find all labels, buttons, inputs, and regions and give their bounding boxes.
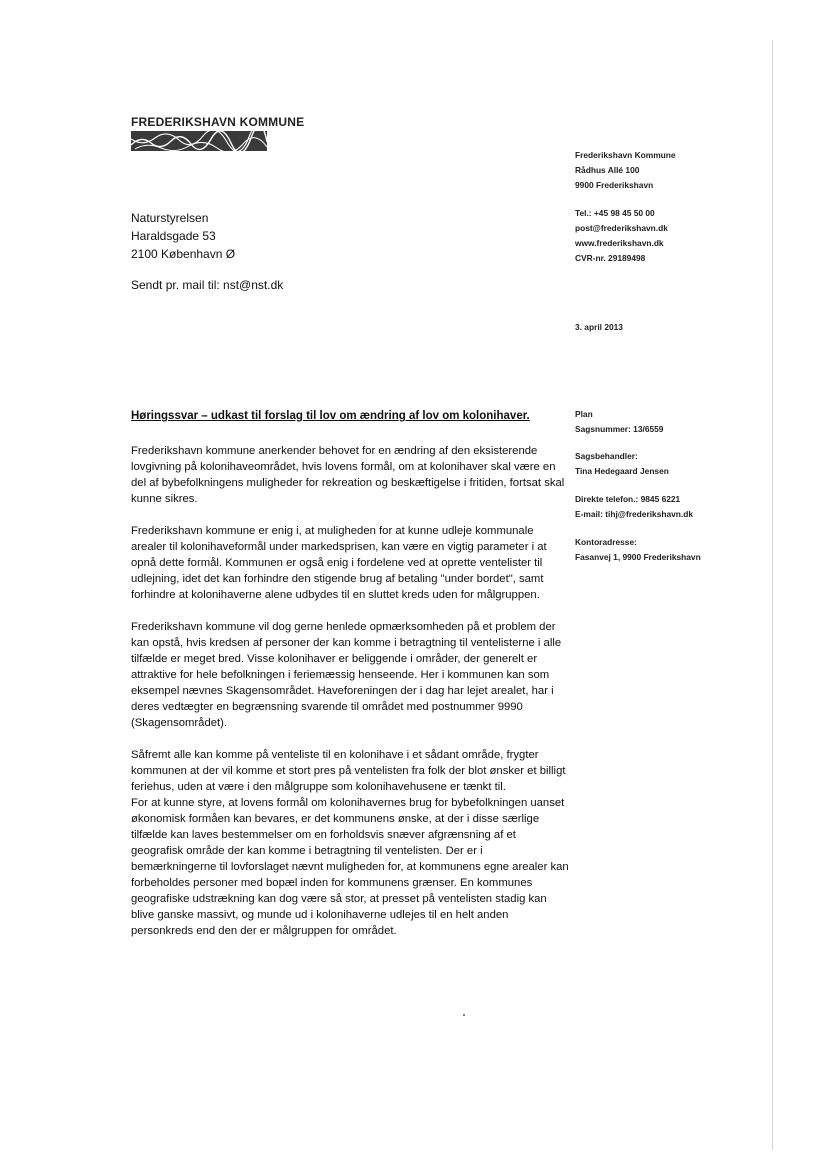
office-label: Kontoradresse: — [575, 537, 637, 547]
sender-phone: Tel.: +45 98 45 50 00 — [575, 208, 655, 218]
recipient-name: Naturstyrelsen — [131, 211, 209, 225]
recipient-address — [131, 209, 235, 263]
case-reference — [575, 407, 663, 437]
case-handler — [575, 449, 669, 479]
letter-date: 3. april 2013 — [575, 322, 623, 332]
letter-subject: Høringssvar – udkast til forslag til lov om ændring af lov om kolonihaver. — [131, 410, 530, 422]
sent-by-mail-line: Sendt pr. mail til: nst@nst.dk — [131, 278, 284, 292]
handler-label: Sagsbehandler: — [575, 451, 638, 461]
page-mark — [463, 1014, 465, 1016]
page-edge-line — [772, 40, 773, 1150]
recipient-city: 2100 København Ø — [131, 247, 236, 261]
sender-web: www.frederikshavn.dk — [575, 238, 664, 248]
sender-name: Frederikshavn Kommune — [575, 150, 676, 160]
org-name: FREDERIKSHAVN KOMMUNE — [131, 115, 305, 129]
letterhead-logo — [131, 115, 305, 151]
body-paragraph: Frederikshavn kommune vil dog gerne henlede opmærksomheden på et problem der kan opstå, hvis kredsen af personer der kan komme i betragtning til ventelisterne i alle tilfælde er meget bred. Visse kolonihaver er beliggende i områder, der generelt er attraktive for hele befolkningen i feriemæssig henseende. Her i kommunen kan som eksempel nævnes Skagensområdet. Haveforeningen der i dag har lejet arealet, har i deres vedtægter en begrænsning svarende til området med postnummer 9990 (Skagensområdet). — [131, 621, 562, 729]
office-address-value: Fasanvej 1, 9900 Frederikshavn — [575, 552, 701, 562]
sender-email: post@frederikshavn.dk — [575, 223, 668, 233]
handler-name: Tina Hedegaard Jensen — [575, 466, 669, 476]
sender-city: 9900 Frederikshavn — [575, 180, 654, 190]
direct-phone: Direkte telefon.: 9845 6221 — [575, 494, 681, 504]
sender-contact — [575, 206, 668, 266]
department: Plan — [575, 409, 593, 419]
sender-address — [575, 148, 676, 193]
wave-pattern-logo-icon — [131, 131, 267, 151]
direct-contact — [575, 492, 693, 522]
sender-cvr: CVR-nr. 29189498 — [575, 253, 646, 263]
body-paragraph: For at kunne styre, at lovens formål om kolonihavernes brug for bybefolkningen uanset økonomisk formåen kan bevares, er det kommunens ønske, at der i disse særlige tilfælde kan laves bestemmelser om en forholdsvis snæver afgrænsning af et geografisk område der kan komme i betragtning til ventelisten. Der er i bemærkningerne til lovforslaget nævnt muligheden for, at kommunens egne arealer kan forbeholdes personer med bopæl inden for kommunens grænser. En kommunes geografiske udstrækning kan dog være så stor, at presset på ventelisten stadig kan blive ganske massivt, og munde ud i kolonihaverne udlejes til en helt anden personkreds end den der er målgruppen for området. — [131, 797, 569, 937]
office-address — [575, 535, 701, 565]
body-paragraph: Frederikshavn kommune er enig i, at muligheden for at kunne udleje kommunale arealer til kolonihaveformål under markedsprisen, kan være en vigtig parameter i at opnå dette formål. Kommunen er også enig i fordelene ved at oprette ventelister til udlejning, idet det kan forhindre den stigende brug af betaling "under bordet", samt forhindre at kolonihaverne alene udbydes til en sluttet kreds uden for målgruppen. — [131, 525, 547, 601]
case-number: Sagsnummer: 13/6559 — [575, 424, 664, 434]
handler-email: E-mail: tihj@frederikshavn.dk — [575, 509, 694, 519]
sender-street: Rådhus Allé 100 — [575, 165, 640, 175]
body-paragraph: Såfremt alle kan komme på venteliste til en kolonihave i et sådant område, frygter kommunen at der vil komme et stort pres på ventelisten fra folk der blot ønsker et billigt feriehus, uden at være i den målgruppe som kolonihavehusene er tænkt til. — [131, 749, 566, 793]
letter-body — [131, 443, 571, 955]
body-paragraph: Frederikshavn kommune anerkender behovet for en ændring af den eksisterende lovgivning på kolonihaveområdet, hvis lovens formål, om at kolonihaver skal være en del af bybefolkningens muligheder for rekreation og beskæftigelse i fritiden, fortsat skal kunne sikres. — [131, 445, 565, 505]
recipient-street: Haraldsgade 53 — [131, 229, 216, 243]
